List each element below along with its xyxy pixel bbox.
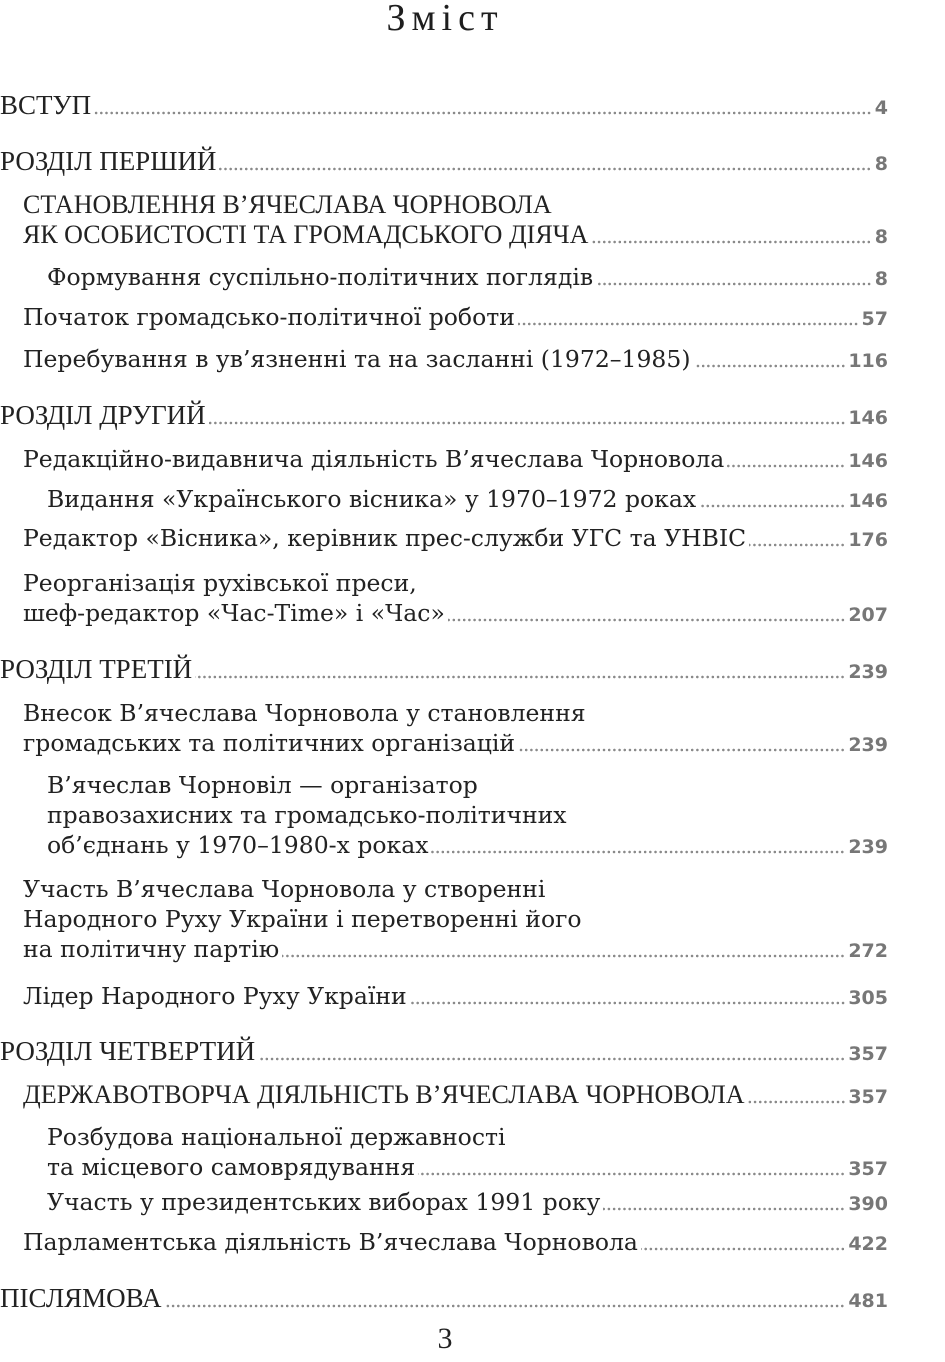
toc-page-number: 176 — [848, 529, 888, 551]
toc-subsection[interactable] — [0, 770, 888, 862]
toc-subsection[interactable] — [0, 262, 888, 294]
toc-entry-title: СТАНОВЛЕННЯ В’ЯЧЕСЛАВА ЧОРНОВОЛА — [23, 190, 552, 219]
toc-page-number: 116 — [848, 350, 888, 372]
dot-leader — [94, 111, 872, 115]
dot-leader — [164, 1304, 845, 1308]
toc-chapter[interactable] — [0, 1036, 888, 1069]
dot-leader — [748, 1100, 846, 1104]
toc-entry-title: ЯК ОСОБИСТОСТІ ТА ГРОМАДСЬКОГО ДІЯЧА — [23, 220, 589, 249]
toc-entry-title: Участь В’ячеслава Чорновола у створенні — [23, 875, 546, 903]
dot-leader — [209, 421, 846, 425]
toc-entry-title: РОЗДІЛ ДРУГИЙ — [0, 400, 206, 430]
toc-entry-title: ПІСЛЯМОВА — [0, 1283, 162, 1313]
toc-entry-title: Формування суспільно-політичних поглядів — [47, 263, 594, 291]
dot-leader — [431, 850, 845, 854]
dot-leader — [694, 364, 846, 368]
page-title: Зміст — [386, 0, 504, 39]
dot-leader — [727, 464, 845, 468]
toc-entry-title: Розбудова національної державності — [47, 1123, 506, 1151]
toc-entry-title: РОЗДІЛ ТРЕТІЙ — [0, 654, 193, 684]
toc-entry-title: РОЗДІЛ ПЕРШИЙ — [0, 146, 217, 176]
toc-chapter[interactable] — [0, 1283, 888, 1316]
toc-subsection[interactable] — [0, 484, 888, 516]
toc-page-number: 239 — [848, 734, 888, 756]
toc-entry-title: та місцевого самоврядування — [47, 1153, 416, 1181]
dot-leader — [641, 1247, 845, 1251]
toc-entry-title: Лідер Народного Руху України — [23, 982, 407, 1010]
toc-subsection[interactable] — [0, 1187, 888, 1219]
toc-entry-title: Внесок В’ячеслава Чорновола у становлення — [23, 699, 586, 727]
toc-section[interactable] — [0, 874, 888, 966]
toc-entry-title: шеф-редактор «Час-Time» і «Час» — [23, 599, 445, 627]
toc-chapter[interactable] — [0, 146, 888, 179]
dot-leader — [518, 748, 845, 752]
toc-section[interactable] — [0, 523, 888, 555]
toc-page-number: 357 — [848, 1043, 888, 1065]
toc-entry-title: Участь у президентських виборах 1991 року — [47, 1188, 601, 1216]
toc-chapter[interactable] — [0, 90, 888, 123]
toc-section[interactable] — [0, 190, 888, 252]
dot-leader — [699, 504, 845, 508]
toc-entry-title: ДЕРЖАВОТВОРЧА ДІЯЛЬНІСТЬ В’ЯЧЕСЛАВА ЧОРНОВОЛА — [23, 1080, 745, 1109]
toc-page-number: 57 — [861, 308, 888, 330]
toc-entry-title: В’ячеслав Чорновіл — організатор — [47, 771, 478, 799]
toc-entry-title: Реорганізація рухівської преси, — [23, 569, 417, 597]
dot-leader — [448, 618, 845, 622]
dot-leader — [418, 1172, 845, 1176]
toc-page-number: 272 — [848, 940, 888, 962]
toc-section[interactable] — [0, 1227, 888, 1259]
toc-section[interactable] — [0, 344, 888, 376]
toc-page-number: 239 — [848, 836, 888, 858]
toc-entry-title: Перебування в ув’язненні та на засланні (1972–1985) — [23, 345, 691, 373]
toc-section[interactable] — [0, 1080, 888, 1112]
toc-section[interactable] — [0, 444, 888, 476]
dot-leader — [749, 543, 845, 547]
toc-section[interactable] — [0, 981, 888, 1013]
toc-page-number: 481 — [848, 1290, 888, 1312]
toc-entry-title: об’єднань у 1970–1980-х роках — [47, 831, 429, 859]
toc-page-number: 8 — [874, 268, 888, 290]
dot-leader — [195, 675, 845, 679]
toc-chapter[interactable] — [0, 400, 888, 433]
toc-entry-title: на політичну партію — [23, 935, 280, 963]
dot-leader — [603, 1207, 845, 1211]
toc-page-number: 8 — [874, 153, 888, 175]
toc-entry-title: Редакційно-видавнича діяльність В’ячеслава Чорновола — [23, 445, 725, 473]
toc-entry-title: Редактор «Вісника», керівник прес-служби УГС та УНВІС — [23, 524, 747, 552]
toc-page-number: 357 — [848, 1158, 888, 1180]
dot-leader — [596, 282, 872, 286]
toc-page-number: 422 — [848, 1233, 888, 1255]
dot-leader — [282, 954, 845, 958]
dot-leader — [258, 1057, 845, 1061]
dot-leader — [591, 240, 871, 244]
toc-page-number: 8 — [874, 226, 888, 248]
dot-leader — [518, 322, 859, 326]
toc-page-number: 305 — [848, 987, 888, 1009]
toc-entry-title: РОЗДІЛ ЧЕТВЕРТИЙ — [0, 1036, 256, 1066]
toc-page-number: 4 — [874, 97, 888, 119]
toc-section[interactable] — [0, 302, 888, 334]
dot-leader — [219, 167, 871, 171]
toc-entry-title: ВСТУП — [0, 90, 92, 120]
toc-page-number: 207 — [848, 604, 888, 626]
toc-entry-title: громадських та політичних організацій — [23, 729, 516, 757]
toc-entry-title: Народного Руху України і перетворенні його — [23, 905, 582, 933]
toc-entry-title: Парламентська діяльність В’ячеслава Чорновола — [23, 1228, 638, 1256]
toc-page-number: 390 — [848, 1193, 888, 1215]
dot-leader — [410, 1001, 846, 1005]
toc-entry-title: Видання «Українського вісника» у 1970–1972 роках — [47, 485, 697, 513]
toc-page-number: 357 — [848, 1086, 888, 1108]
toc-page-number: 146 — [848, 407, 888, 429]
toc-page-number: 239 — [848, 661, 888, 683]
toc-section[interactable] — [0, 698, 888, 760]
toc-page-number: 146 — [848, 450, 888, 472]
toc-chapter[interactable] — [0, 654, 888, 687]
toc-subsection[interactable] — [0, 1122, 888, 1184]
toc-section[interactable] — [0, 568, 888, 630]
page-number: 3 — [437, 1322, 453, 1355]
toc-entry-title: Початок громадсько-політичної роботи — [23, 303, 515, 331]
toc-entry-title: правозахисних та громадсько-політичних — [47, 801, 567, 829]
toc-page-number: 146 — [848, 490, 888, 512]
